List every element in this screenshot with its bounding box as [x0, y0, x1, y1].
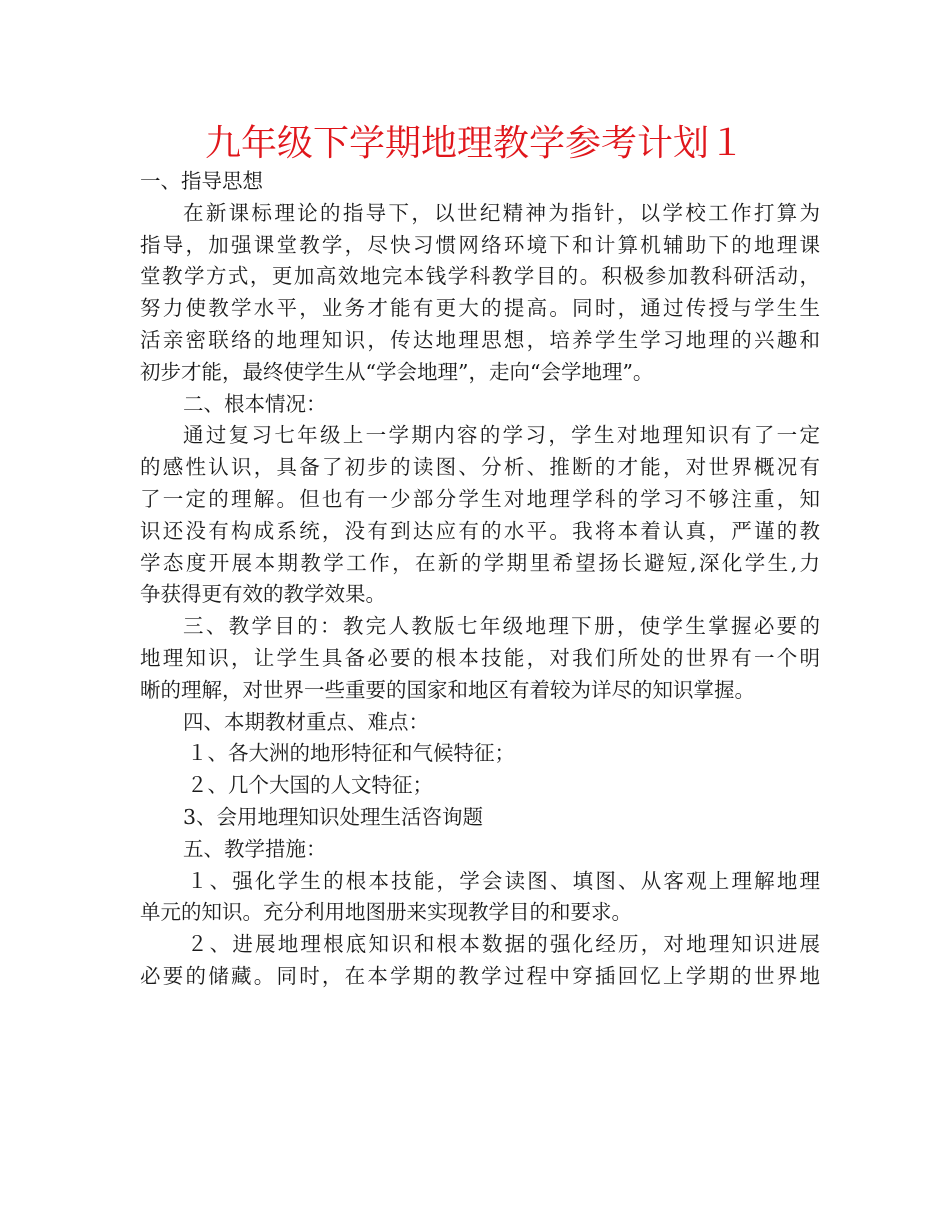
- paragraph-line: 三、教学目的：教完人教版七年级地理下册，使学生掌握必要的: [183, 614, 820, 639]
- paragraph-line: 通过复习七年级上一学期内容的学习，学生对地理知识有了一定: [183, 423, 820, 448]
- section-heading: 二、根本情况：: [183, 391, 327, 416]
- paragraph-line: 努力使教学水平，业务才能有更大的提高。同时，通过传授与学生生: [140, 296, 820, 321]
- section-heading: 四、本期教材重点、难点：: [183, 709, 429, 734]
- paragraph-line: ２、进展地理根底知识和根本数据的强化经历，对地理知识进展: [187, 932, 820, 957]
- paragraph-line: 初步才能，最终使学生从“学会地理”，走向“会学地理”。: [140, 359, 654, 384]
- document-body: [140, 166, 820, 993]
- paragraph-line: 争获得更有效的教学效果。: [140, 582, 386, 607]
- paragraph-line: 学态度开展本期教学工作，在新的学期里希望扬长避短,深化学生,力: [140, 550, 820, 575]
- paragraph-line: 地理知识，让学生具备必要的根本技能，对我们所处的世界有一个明: [140, 645, 820, 670]
- list-item: ２、几个大国的人文特征；: [187, 773, 433, 798]
- paragraph-line: 识还没有构成系统，没有到达应有的水平。我将本着认真，严谨的教: [140, 518, 820, 543]
- paragraph-line: 必要的储藏。同时，在本学期的教学过程中穿插回忆上学期的世界地: [140, 963, 820, 988]
- paragraph-line: 堂教学方式，更加高效地完本钱学科教学目的。积极参加教科研活动，: [140, 264, 820, 289]
- paragraph-line: 指导，加强课堂教学，尽快习惯网络环境下和计算机辅助下的地理课: [140, 232, 820, 257]
- paragraph-line: 晰的理解，对世界一些重要的国家和地区有着较为详尽的知识掌握。: [140, 677, 755, 702]
- list-item: １、各大洲的地形特征和气候特征；: [187, 741, 515, 766]
- paragraph-line: 在新课标理论的指导下，以世纪精神为指针，以学校工作打算为: [183, 200, 820, 225]
- paragraph-line: 了一定的理解。但也有一少部分学生对地理学科的学习不够注重，知: [140, 486, 820, 511]
- section-heading: 五、教学措施：: [183, 836, 327, 861]
- paragraph-line: 活亲密联络的地理知识，传达地理思想，培养学生学习地理的兴趣和: [140, 327, 820, 352]
- paragraph-line: １、强化学生的根本技能，学会读图、填图、从客观上理解地理: [187, 868, 820, 893]
- list-item: 3、会用地理知识处理生活咨询题: [183, 804, 484, 829]
- paragraph-line: 单元的知识。充分利用地图册来实现教学目的和要求。: [140, 900, 632, 925]
- section-heading: 一、指导思想: [140, 169, 263, 193]
- paragraph-line: 的感性认识，具备了初步的读图、分析、推断的才能，对世界概况有: [140, 455, 820, 480]
- document-title: 九年级下学期地理教学参考计划１: [204, 123, 745, 164]
